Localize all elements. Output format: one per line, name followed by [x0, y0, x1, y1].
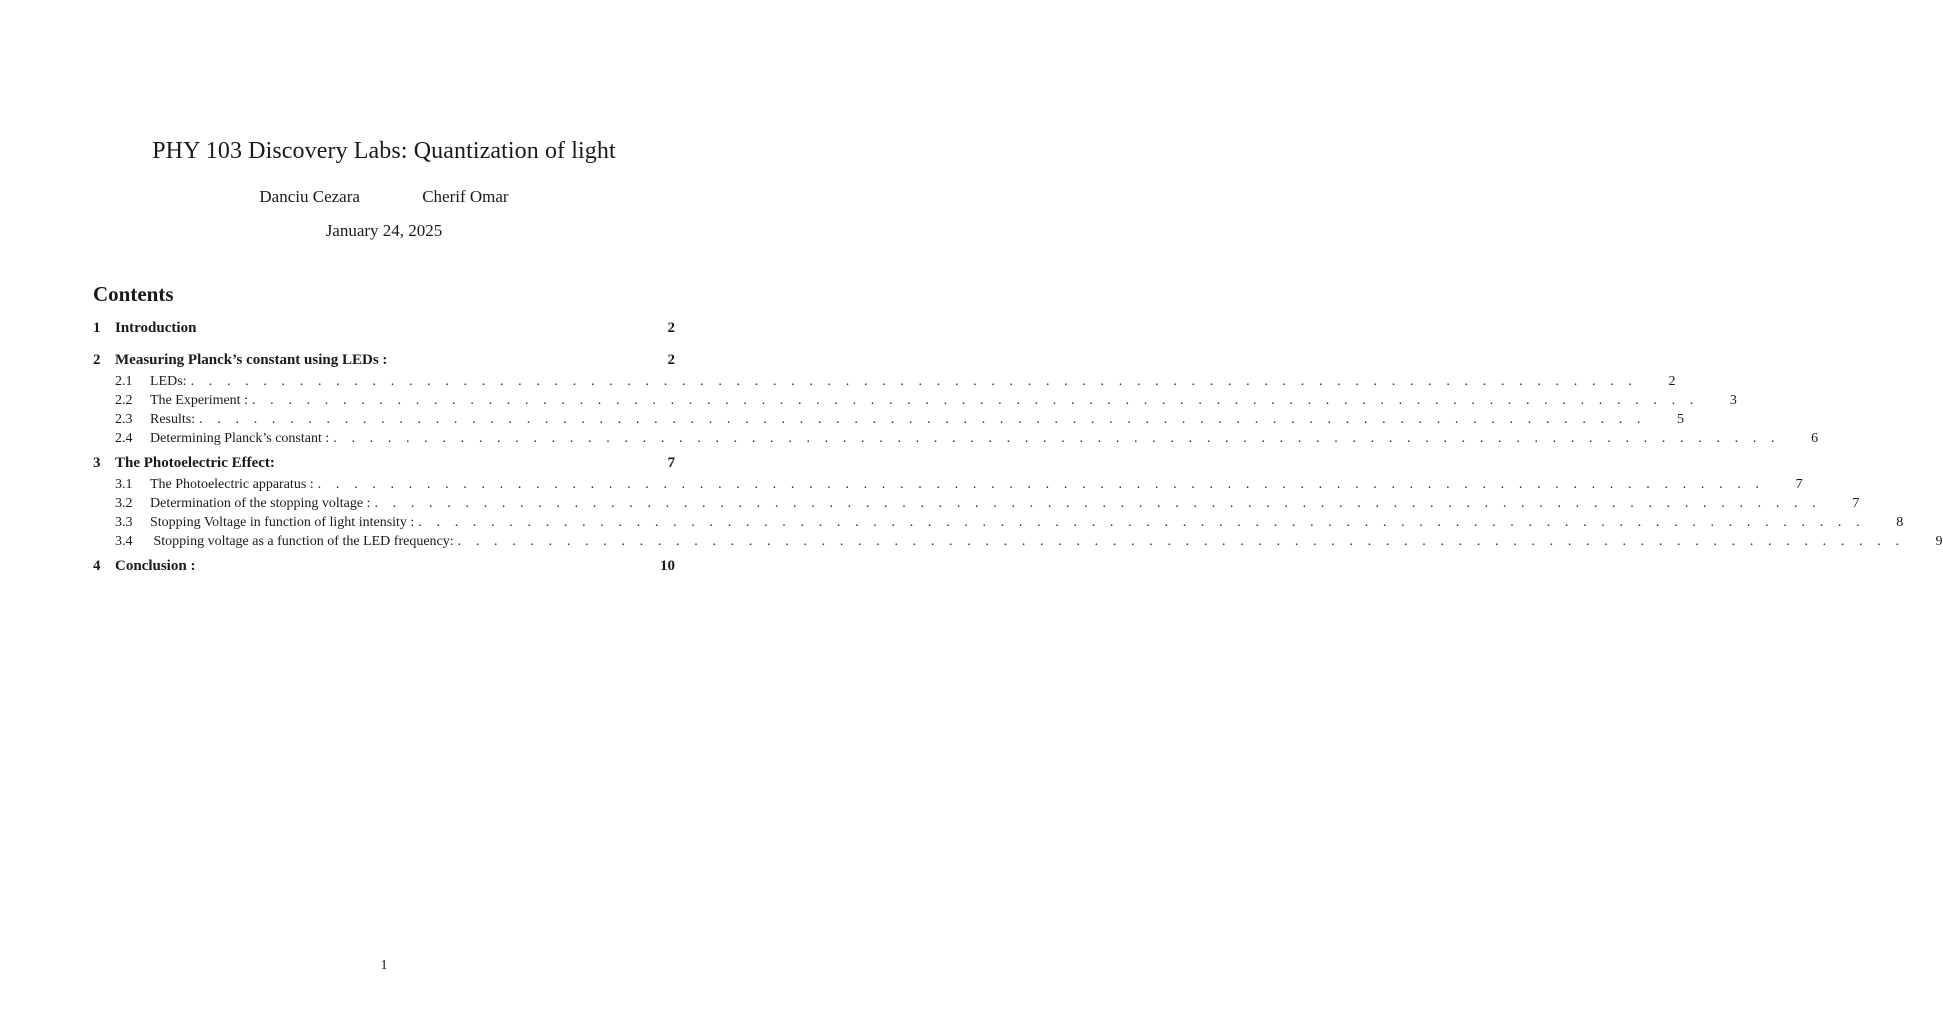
toc-subsection-number: 3.4 [115, 534, 133, 549]
toc-subsection-title: Determination of the stopping voltage : [150, 496, 371, 511]
toc-subsection-row[interactable] [93, 412, 1685, 430]
toc-page-number: 7 [1852, 496, 1860, 511]
toc-page-number: 2 [667, 352, 675, 368]
toc-subsection-number: 3.2 [115, 496, 133, 511]
toc-section-number: 2 [93, 352, 101, 368]
toc-leader-dots: . . . . . . . . . . . . . . . . . . . . . . . . . . . . . . . . . . . . . . . . . . . . . . . . . . . . . . . . . . . . . . . . . . . . . . . . . . . . . . . . [317, 477, 1765, 492]
toc-subsection-title: Stopping Voltage in function of light intensity : [150, 515, 415, 530]
toc-subsection-row[interactable] [93, 477, 1803, 495]
toc-subsection-title: The Experiment : [150, 393, 248, 408]
toc-page-number: 7 [1795, 477, 1803, 492]
toc-subsection-title: The Photoelectric apparatus : [150, 477, 314, 492]
toc-section-number: 3 [93, 455, 101, 471]
toc-subsection-title: Results: [150, 412, 196, 427]
toc-subsection-number: 3.1 [115, 477, 133, 492]
toc-page-number: 2 [1668, 374, 1676, 389]
toc-page-number: 2 [667, 320, 675, 336]
toc-leader-dots: . . . . . . . . . . . . . . . . . . . . . . . . . . . . . . . . . . . . . . . . . . . . . . . . . . . . . . . . . . . . . . . . . . . . . . . . . . . . . . . . [333, 431, 1781, 446]
toc-page-number: 6 [1811, 431, 1819, 446]
author-name: Cherif Omar [422, 187, 509, 206]
toc-section-row[interactable] [93, 352, 675, 370]
toc-subsection-title: Stopping voltage as a function of the LED frequency: [150, 534, 454, 549]
toc-leader-dots: . . . . . . . . . . . . . . . . . . . . . . . . . . . . . . . . . . . . . . . . . . . . . . . . . . . . . . . . . . . . . . . . . . . . . . . . . . . . . . . . [418, 515, 1866, 530]
toc-page-number: 8 [1896, 515, 1904, 530]
toc-leader-dots: . . . . . . . . . . . . . . . . . . . . . . . . . . . . . . . . . . . . . . . . . . . . . . . . . . . . . . . . . . . . . . . . . . . . . . . . . . . . . . . . [190, 374, 1638, 389]
document-date: January 24, 2025 [325, 221, 443, 240]
toc-section-row[interactable] [93, 455, 675, 473]
toc-section-title: Conclusion : [115, 558, 196, 574]
toc-leader-dots: . . . . . . . . . . . . . . . . . . . . . . . . . . . . . . . . . . . . . . . . . . . . . . . . . . . . . . . . . . . . . . . . . . . . . . . . . . . . . . . . [374, 496, 1822, 511]
toc-page-number: 3 [1729, 393, 1737, 408]
toc-subsection-row[interactable] [93, 393, 1737, 411]
toc-page-number: 9 [1935, 534, 1943, 549]
toc-section-row[interactable] [93, 320, 675, 338]
toc-section-row[interactable] [93, 558, 675, 576]
toc-leader-dots: . . . . . . . . . . . . . . . . . . . . . . . . . . . . . . . . . . . . . . . . . . . . . . . . . . . . . . . . . . . . . . . . . . . . . . . . . . . . . . . . [457, 534, 1905, 549]
author-name: Danciu Cezara [259, 187, 360, 206]
toc-page-number: 5 [1677, 412, 1685, 427]
toc-leader-dots: . . . . . . . . . . . . . . . . . . . . . . . . . . . . . . . . . . . . . . . . . . . . . . . . . . . . . . . . . . . . . . . . . . . . . . . . . . . . . . . . [251, 393, 1699, 408]
toc-subsection-number: 3.3 [115, 515, 133, 530]
toc-subsection-row[interactable] [93, 496, 1860, 514]
contents-heading: Contents [93, 282, 174, 306]
toc-subsection-number: 2.4 [115, 431, 133, 446]
toc-section-title: Introduction [115, 320, 197, 336]
toc-subsection-title: Determining Planck’s constant : [150, 431, 330, 446]
toc-subsection-number: 2.3 [115, 412, 133, 427]
toc-subsection-number: 2.2 [115, 393, 133, 408]
authors [0, 187, 768, 207]
toc-section-title: Measuring Planck’s constant using LEDs : [115, 352, 388, 368]
document-title: PHY 103 Discovery Labs: Quantization of light [152, 138, 616, 164]
toc-section-number: 4 [93, 558, 101, 574]
page-number: 1 [380, 958, 388, 973]
toc-subsection-number: 2.1 [115, 374, 133, 389]
toc-page-number: 7 [667, 455, 675, 471]
toc-subsection-row[interactable] [93, 374, 1676, 392]
toc-leader-dots: . . . . . . . . . . . . . . . . . . . . . . . . . . . . . . . . . . . . . . . . . . . . . . . . . . . . . . . . . . . . . . . . . . . . . . . . . . . . . . . . [199, 412, 1647, 427]
toc-subsection-row[interactable] [93, 515, 1904, 533]
toc-page-number: 10 [660, 558, 675, 574]
toc-subsection-row[interactable] [93, 431, 1819, 449]
toc-section-title: The Photoelectric Effect: [115, 455, 275, 471]
toc-subsection-title: LEDs: [150, 374, 187, 389]
toc-section-number: 1 [93, 320, 101, 336]
toc-subsection-row[interactable] [93, 534, 1943, 552]
